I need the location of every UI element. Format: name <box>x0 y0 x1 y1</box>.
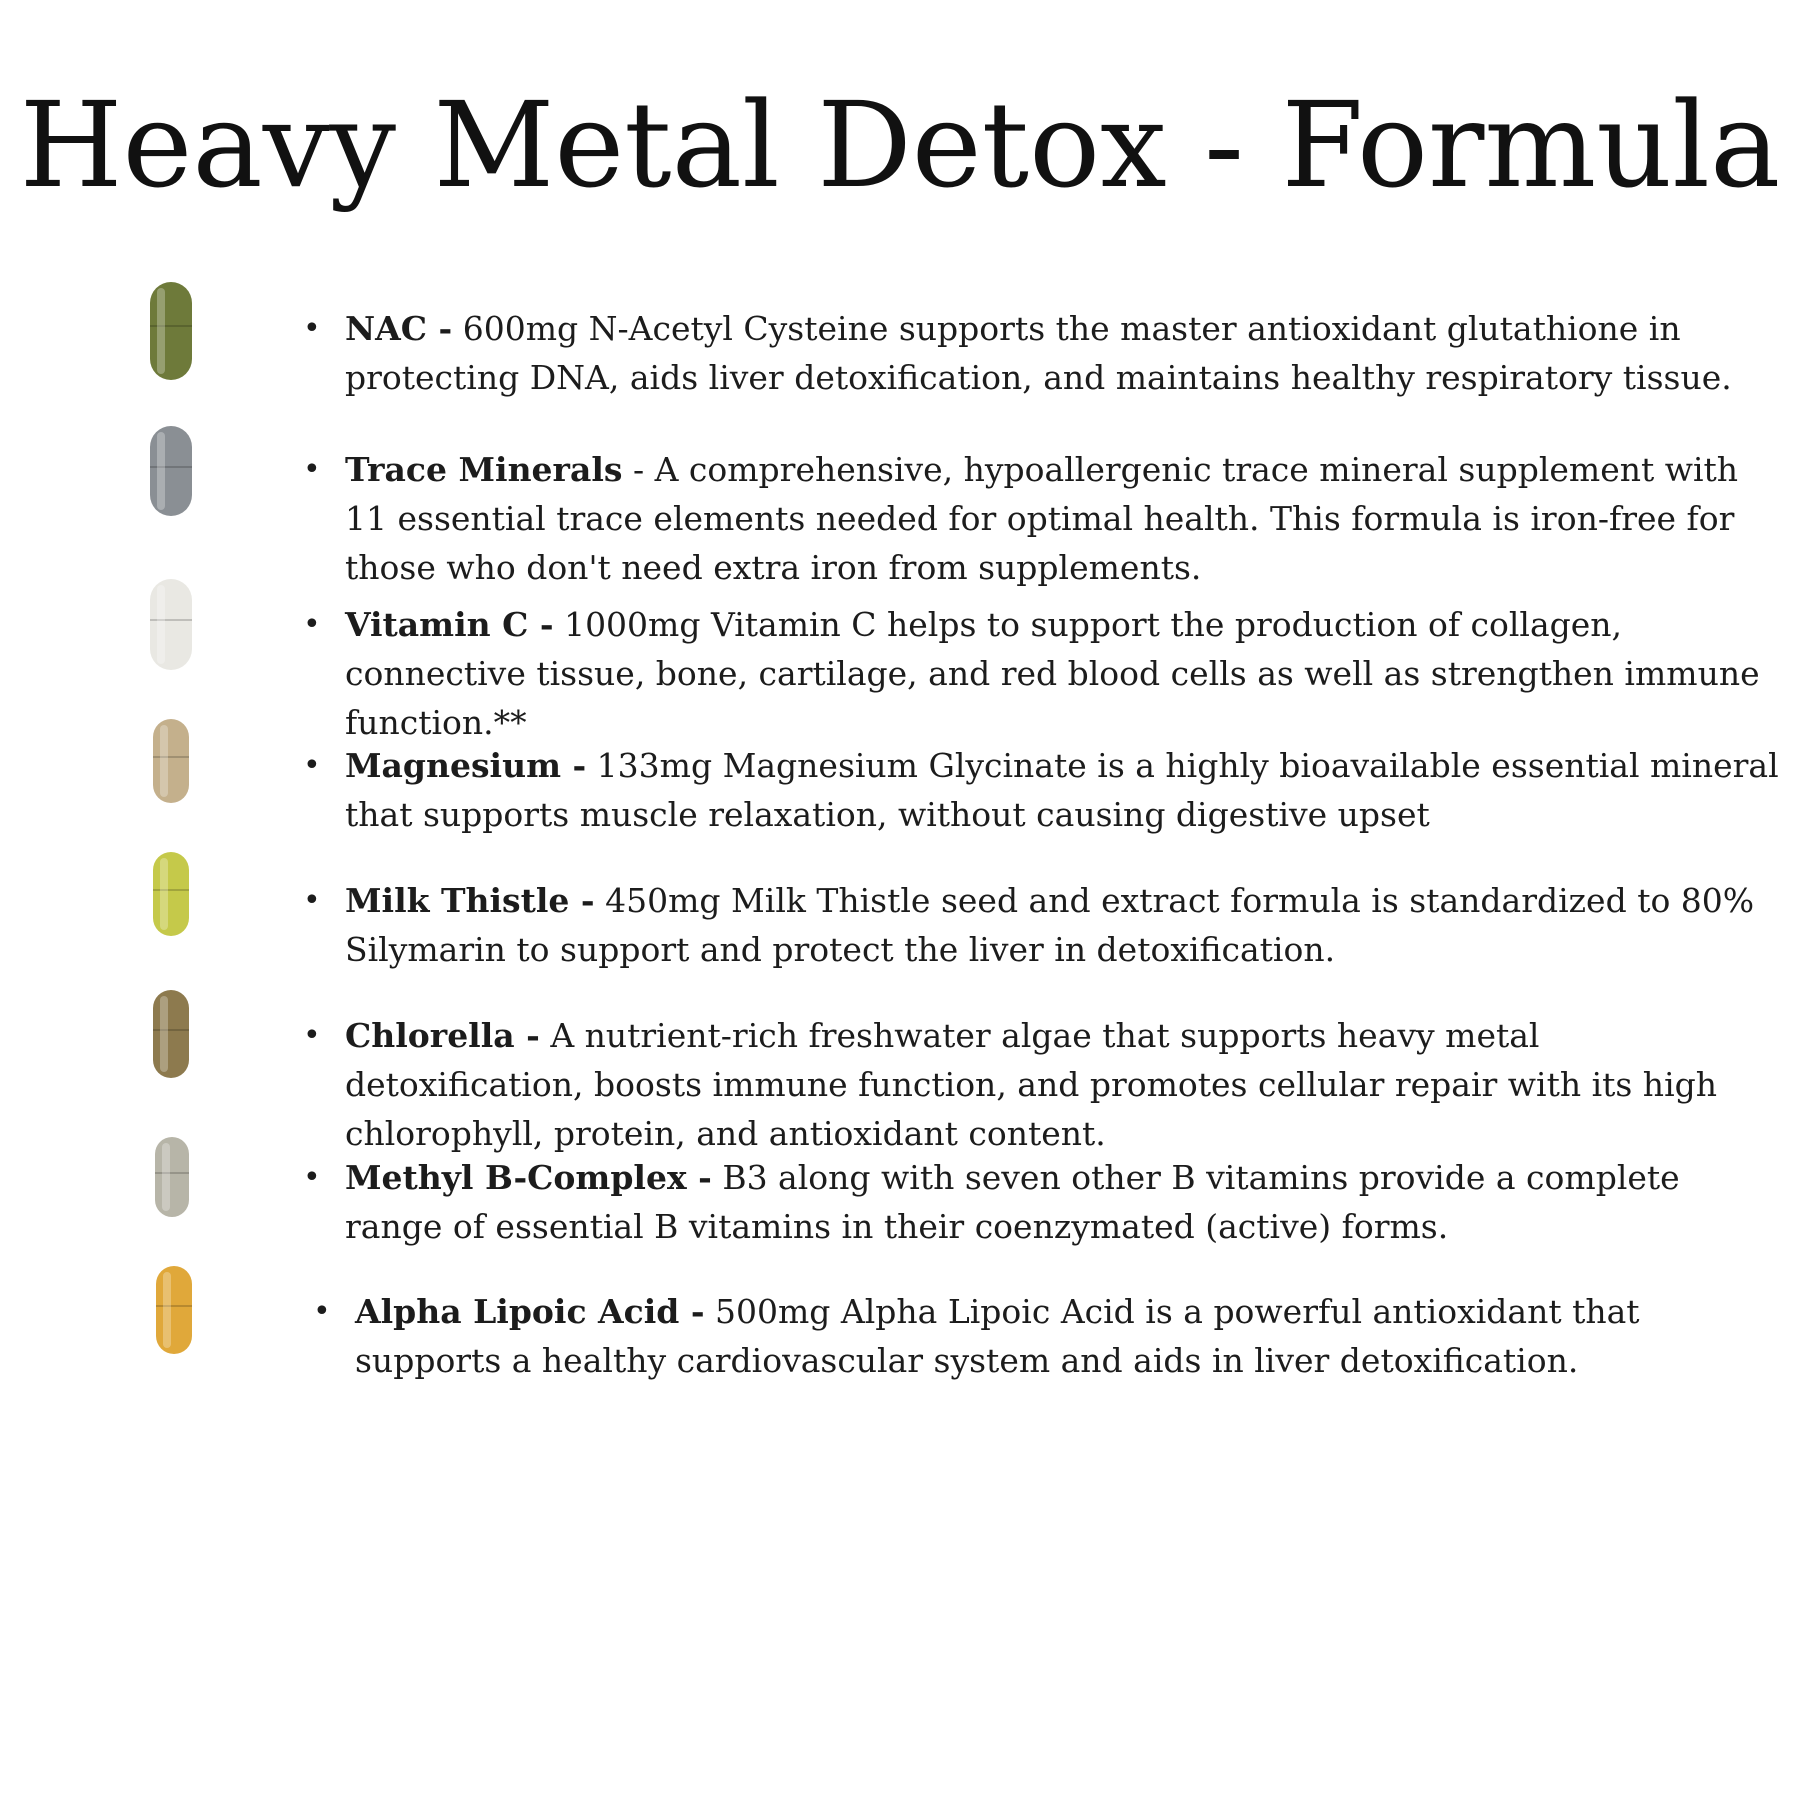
item-name: Trace Minerals <box>345 450 623 489</box>
item-description: B3 along with seven other B vitamins provide a complete range of essential B vitamins in their coenzymated (active) forms. <box>345 1158 1680 1246</box>
item-name: Vitamin C - <box>345 605 554 644</box>
item-name: Methyl B-Complex - <box>345 1158 712 1197</box>
list-item-trace-minerals <box>303 445 1780 592</box>
list-item-milk-thistle <box>303 876 1780 974</box>
bullet-icon: • <box>313 1294 331 1329</box>
bullet-icon: • <box>303 883 321 918</box>
alpha-lipoic-acid-capsule-icon <box>156 1266 192 1354</box>
item-description: 600mg N-Acetyl Cysteine supports the master antioxidant glutathione in protecting DNA, aids liver detoxification, and maintains healthy respiratory tissue. <box>345 309 1732 397</box>
bullet-icon: • <box>303 452 321 487</box>
item-name: Alpha Lipoic Acid - <box>355 1292 705 1331</box>
vitamin-c-capsule-icon <box>150 579 192 670</box>
trace-minerals-capsule-icon <box>150 426 192 516</box>
item-name: Chlorella - <box>345 1016 540 1055</box>
nac-capsule-icon <box>150 282 192 380</box>
bullet-icon: • <box>303 1018 321 1053</box>
item-name: NAC - <box>345 309 453 348</box>
page-title: Heavy Metal Detox - Formula <box>19 76 1781 214</box>
item-name: Milk Thistle - <box>345 881 595 920</box>
list-item-chlorella <box>303 1011 1780 1158</box>
magnesium-capsule-icon <box>153 719 189 803</box>
list-item-nac <box>303 304 1780 402</box>
list-item-vitamin-c <box>303 600 1780 747</box>
chlorella-capsule-icon <box>153 990 189 1078</box>
item-description: - A comprehensive, hypoallergenic trace mineral supplement with 11 essential trace elements needed for optimal health. This formula is iron-free for those who don't need extra iron from supplements. <box>345 450 1739 587</box>
item-description: 133mg Magnesium Glycinate is a highly bioavailable essential mineral that supports muscle relaxation, without causing digestive upset <box>345 746 1779 834</box>
bullet-icon: • <box>303 311 321 346</box>
list-item-magnesium <box>303 741 1780 839</box>
item-description: 500mg Alpha Lipoic Acid is a powerful antioxidant that supports a healthy cardiovascular system and aids in liver detoxification. <box>355 1292 1640 1380</box>
item-name: Magnesium - <box>345 746 587 785</box>
item-description: 450mg Milk Thistle seed and extract formula is standardized to 80% Silymarin to support and protect the liver in detoxification. <box>345 881 1755 969</box>
list-item-alpha-lipoic-acid <box>313 1287 1780 1385</box>
methyl-b-complex-capsule-icon <box>155 1137 189 1217</box>
item-description: A nutrient-rich freshwater algae that supports heavy metal detoxification, boosts immune function, and promotes cellular repair with its high chlorophyll, protein, and antioxidant content. <box>345 1016 1717 1153</box>
milk-thistle-capsule-icon <box>153 852 189 936</box>
bullet-icon: • <box>303 607 321 642</box>
bullet-icon: • <box>303 748 321 783</box>
item-description: 1000mg Vitamin C helps to support the production of collagen, connective tissue, bone, cartilage, and red blood cells as well as strengthen immune function.** <box>345 605 1760 742</box>
bullet-icon: • <box>303 1160 321 1195</box>
list-item-methyl-b-complex <box>303 1153 1780 1251</box>
